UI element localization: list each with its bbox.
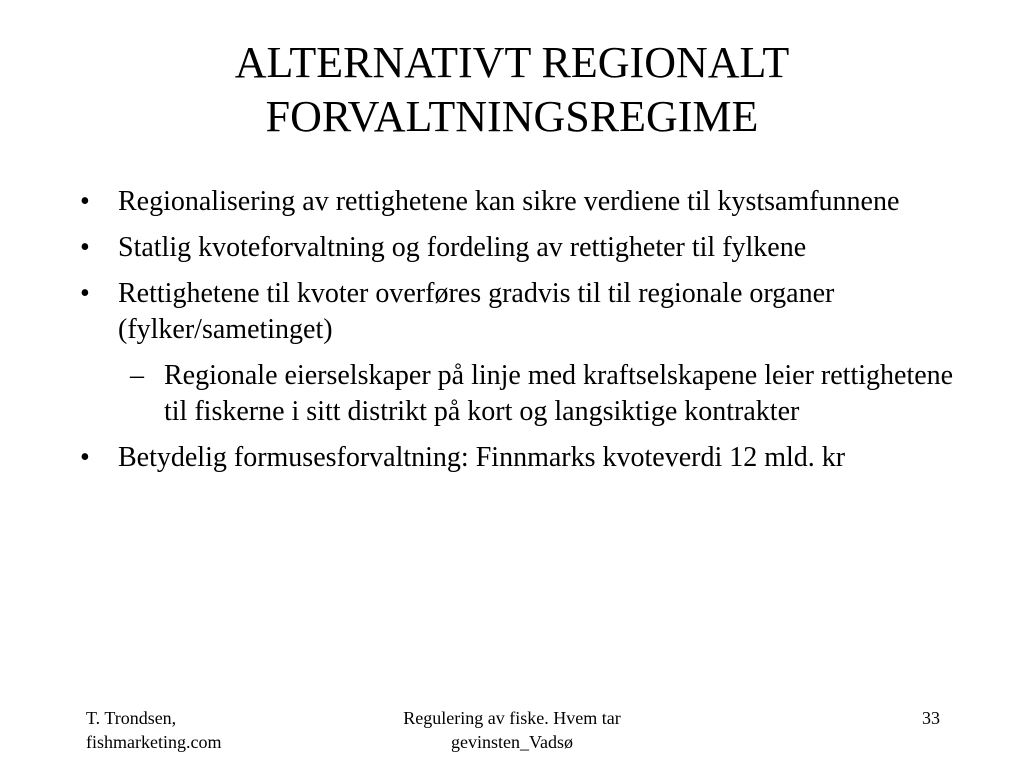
footer-title-line-2: gevinsten_Vadsø	[451, 732, 573, 752]
bullet-text: Regionalisering av rettighetene kan sikre verdiene til kystsamfunnene	[118, 186, 900, 217]
bullet-icon: •	[80, 442, 90, 473]
bullet-item	[74, 440, 954, 476]
bullet-text: Statlig kvoteforvaltning og fordeling av rettigheter til fylkene	[118, 232, 807, 263]
footer-title-line-1: Regulering av fiske. Hvem tar	[403, 708, 621, 728]
bullet-text: Betydelig formusesforvaltning: Finnmarks kvoteverdi 12 mld. kr	[118, 442, 846, 473]
dash-icon: –	[130, 360, 144, 391]
bullet-item	[74, 276, 954, 348]
footer-author	[86, 706, 306, 754]
bullet-icon: •	[80, 232, 90, 263]
sub-bullet-text: Regionale eierselskaper på linje med kraftselskapene leier rettighetene til fiskerne i sitt distrikt på kort og langsiktige kontrakter	[164, 360, 954, 427]
slide-number: 33	[922, 708, 940, 728]
bullet-icon: •	[80, 278, 90, 309]
bullet-icon: •	[80, 186, 90, 217]
footer-author-line-2: fishmarketing.com	[86, 732, 222, 752]
bullet-list	[74, 184, 954, 486]
footer-presentation-title	[352, 706, 672, 754]
slide-title-line-1: ALTERNATIVT REGIONALT	[234, 38, 790, 87]
sub-bullet-item	[74, 358, 954, 430]
bullet-item	[74, 184, 954, 220]
footer-author-line-1: T. Trondsen,	[86, 708, 177, 728]
slide-title-line-2: FORVALTNINGSREGIME	[265, 92, 759, 141]
slide-title	[60, 36, 964, 144]
bullet-item	[74, 230, 954, 266]
bullet-text: Rettighetene til kvoter overføres gradvis til til regionale organer (fylker/sametinget)	[118, 278, 835, 345]
